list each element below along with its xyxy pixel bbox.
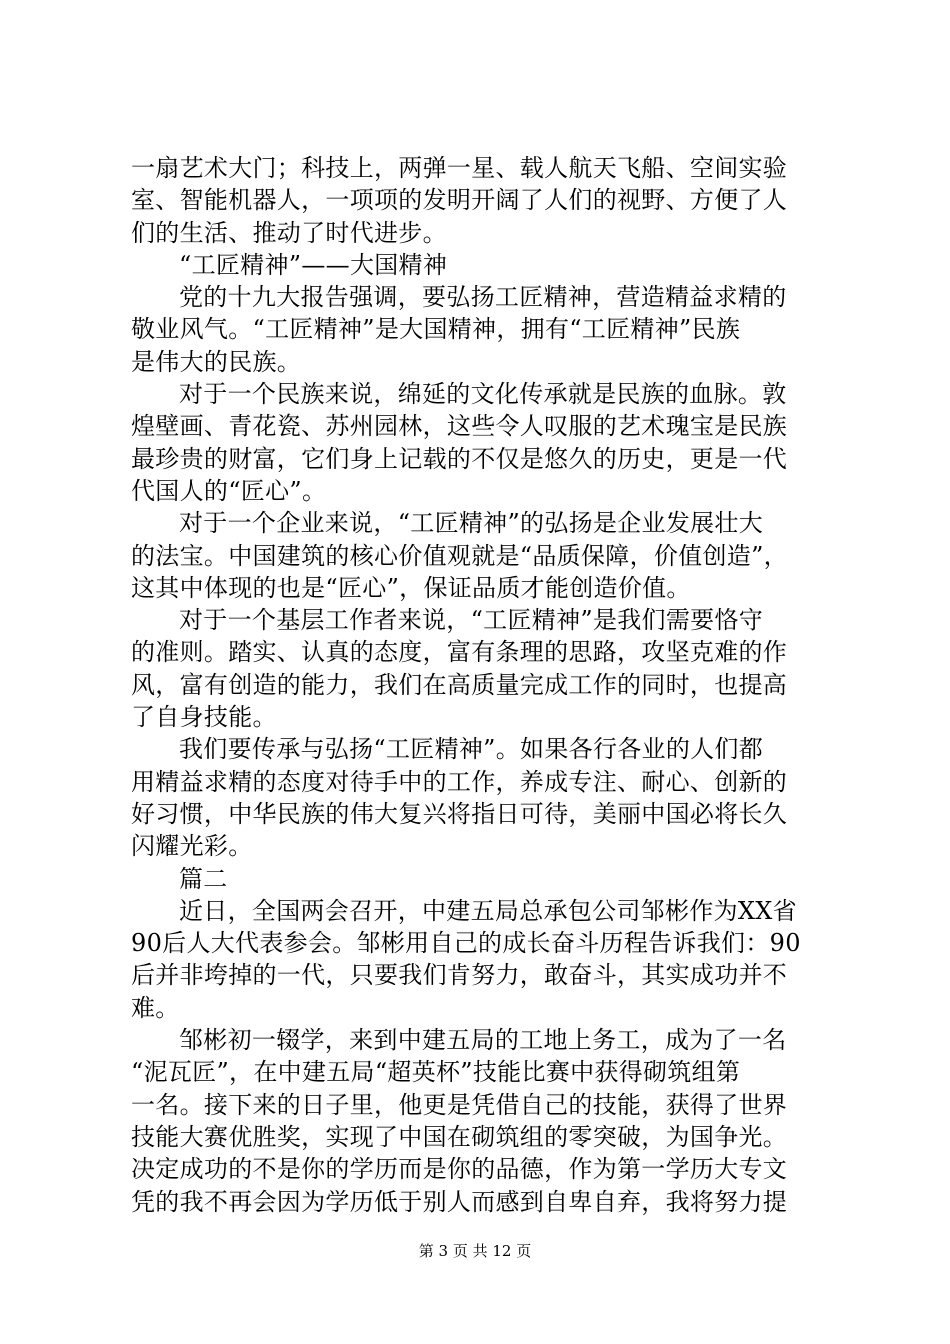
- text-line: 风，富有创造的能力，我们在高质量完成工作的同时，也提高: [131, 670, 788, 699]
- text-line: 90后人大代表参会。邹彬用自己的成长奋斗历程告诉我们：90: [131, 929, 801, 958]
- text-line: 代国人的“匠心”。: [131, 476, 327, 505]
- text-line: 对于一个民族来说，绵延的文化传承就是民族的血脉。敦: [179, 380, 787, 409]
- text-line: 闪耀光彩。: [131, 832, 253, 861]
- text-line: 这其中体现的也是“匠心”，保证品质才能创造价值。: [131, 573, 691, 602]
- text-line: 邹彬初一辍学，来到中建五局的工地上务工，成为了一名: [179, 1026, 787, 1055]
- text-line: 敬业风气。“工匠精神”是大国精神，拥有“工匠精神”民族: [131, 315, 741, 344]
- text-line: 用精益求精的态度对待手中的工作，养成专注、耐心、创新的: [131, 767, 788, 796]
- text-line: 技能大赛优胜奖，实现了中国在砌筑组的零突破，为国争光。: [131, 1122, 788, 1151]
- text-line: 对于一个企业来说，“工匠精神”的弘扬是企业发展壮大: [179, 509, 764, 538]
- text-line: 我们要传承与弘扬“工匠精神”。如果各行各业的人们都: [179, 735, 764, 764]
- text-line: 的法宝。中国建筑的核心价值观就是“品质保障，价值创造”，: [131, 541, 788, 570]
- text-line: 对于一个基层工作者来说，“工匠精神”是我们需要恪守: [179, 606, 764, 635]
- text-line: 好习惯，中华民族的伟大复兴将指日可待，美丽中国必将长久: [131, 799, 788, 828]
- text-line: 凭的我不再会因为学历低于别人而感到自卑自弃，我将努力提: [131, 1187, 788, 1216]
- text-line: 的准则。踏实、认真的态度，富有条理的思路，攻坚克难的作: [131, 638, 788, 667]
- document-body: [131, 152, 831, 1218]
- text-line: 难。: [131, 993, 180, 1022]
- text-line: 煌壁画、青花瓷、苏州园林，这些令人叹服的艺术瑰宝是民族: [131, 412, 788, 441]
- text-line: “泥瓦匠”，在中建五局“超英杯”技能比赛中获得砌筑组第: [131, 1058, 741, 1087]
- text-line: 后并非垮掉的一代，只要我们肯努力，敢奋斗，其实成功并不: [131, 961, 788, 990]
- section-heading: 篇二: [179, 864, 228, 893]
- text-line: 一扇艺术大门；科技上，两弹一星、载人航天飞船、空间实验: [131, 154, 788, 182]
- text-line: 是伟大的民族。: [131, 347, 302, 376]
- text-line: 室、智能机器人，一项项的发明开阔了人们的视野、方便了人: [131, 186, 788, 215]
- page-footer: 第 3 页 共 12 页: [418, 1242, 532, 1260]
- text-line: 们的生活、推动了时代进步。: [131, 218, 447, 247]
- text-line: 一名。接下来的日子里，他更是凭借自己的技能，获得了世界: [131, 1090, 788, 1119]
- text-line: 近日，全国两会召开，中建五局总承包公司邹彬作为XX省: [179, 896, 797, 925]
- text-line: 最珍贵的财富，它们身上记载的不仅是悠久的历史，更是一代: [131, 444, 788, 473]
- text-line: 决定成功的不是你的学历而是你的品德，作为第一学历大专文: [131, 1155, 788, 1184]
- text-line: 了自身技能。: [131, 703, 277, 732]
- section-heading: “工匠精神”——大国精神: [179, 250, 448, 279]
- text-line: 党的十九大报告强调，要弘扬工匠精神，营造精益求精的: [179, 283, 787, 312]
